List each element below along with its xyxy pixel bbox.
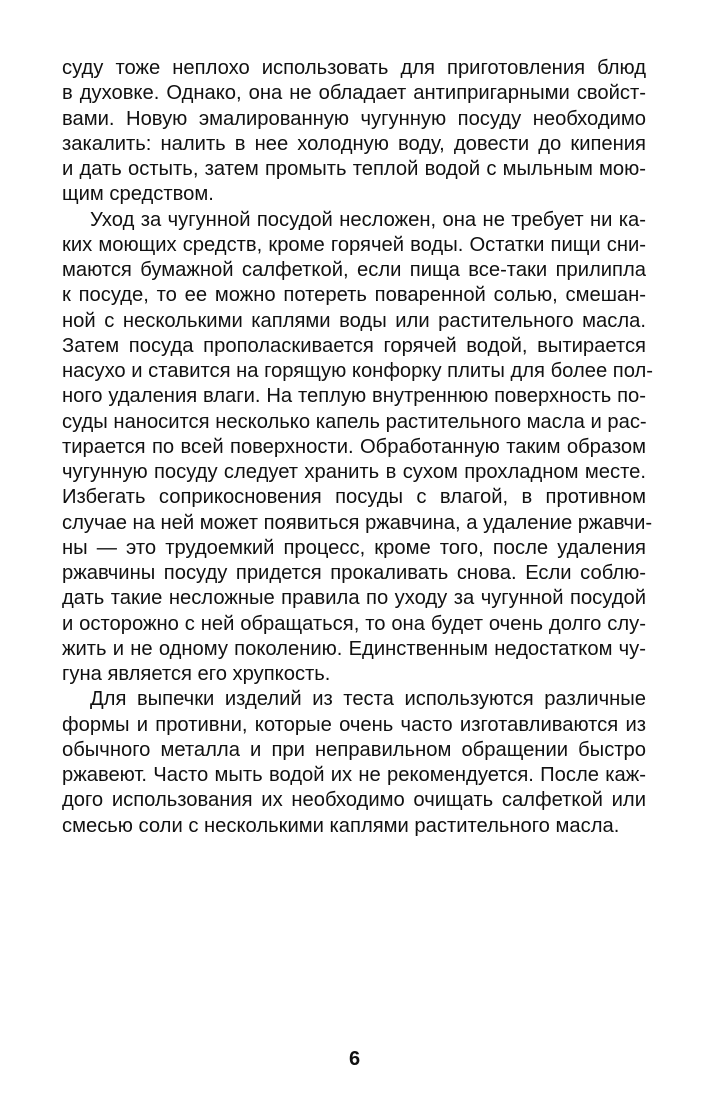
- text-line: к посуде, то ее можно потереть поваренной солью, смешан-: [62, 284, 646, 307]
- text-line: закалить: налить в нее холодную воду, довести до кипения: [62, 132, 646, 155]
- text-line: в духовке. Однако, она не обладает антипригарными свойст-: [62, 82, 646, 105]
- text-line: Затем посуда прополаскивается горячей водой, вытирается: [62, 334, 646, 357]
- text-line: и дать остыть, затем промыть теплой водой с мыльным мою-: [62, 158, 646, 180]
- text-line: дать такие несложные правила по уходу за чугунной посудой: [62, 587, 646, 610]
- text-line: смесью соли с несколькими каплями растительного масла.: [62, 814, 620, 837]
- text-line: ной с несколькими каплями воды или растительного масла.: [62, 309, 646, 332]
- text-line: ны — это трудоемкий процесс, кроме того, после удаления: [62, 536, 646, 559]
- text-line: суду тоже неплохо использовать для приготовления блюд: [62, 57, 646, 79]
- text-line: Для выпечки изделий из теста используются различные: [90, 688, 646, 711]
- text-line: обычного металла и при неправильном обращении быстро: [62, 738, 646, 761]
- text-line: вами. Новую эмалированную чугунную посуду необходимо: [62, 107, 646, 130]
- body-text: [62, 56, 654, 839]
- text-line: ржавчины посуду придется прокаливать снова. Если соблю-: [62, 562, 646, 584]
- text-line: и осторожно с ней обращаться, то она будет очень долго слу-: [62, 612, 646, 635]
- text-line: Уход за чугунной посудой несложен, она не требует ни ка-: [90, 208, 646, 231]
- page-number: 6: [348, 1048, 361, 1070]
- text-line: ного удаления влаги. На теплую внутреннюю поверхность по-: [62, 385, 646, 408]
- text-line: насухо и ставится на горящую конфорку плиты для более пол-: [62, 360, 654, 382]
- text-line: жить и не одному поколению. Единственным недостатком чу-: [62, 637, 646, 660]
- text-line: маются бумажной салфеткой, если пища все-таки прилипла: [62, 259, 646, 281]
- text-line: суды наносится несколько капель растительного масла и рас-: [62, 410, 647, 433]
- text-line: гуна является его хрупкость.: [62, 663, 331, 685]
- text-line: чугунную посуду следует хранить в сухом прохладном месте.: [62, 461, 646, 483]
- paragraph-1: [62, 56, 646, 208]
- text-line: случае на ней может появиться ржавчина, а удаление ржавчи-: [62, 511, 653, 534]
- text-line: тирается по всей поверхности. Обработанную таким образом: [62, 435, 646, 458]
- text-line: щим средством.: [62, 183, 214, 206]
- text-line: ржавеют. Часто мыть водой их не рекомендуется. После каж-: [62, 764, 646, 786]
- text-line: ких моющих средств, кроме горячей воды. Остатки пищи сни-: [62, 233, 646, 256]
- text-line: дого использования их необходимо очищать салфеткой или: [62, 789, 646, 812]
- paragraph-3: [62, 687, 646, 839]
- paragraph-2: [62, 208, 654, 688]
- text-line: Избегать соприкосновения посуды с влагой, в противном: [62, 486, 646, 509]
- text-line: формы и противни, которые очень часто изготавливаются из: [62, 713, 646, 736]
